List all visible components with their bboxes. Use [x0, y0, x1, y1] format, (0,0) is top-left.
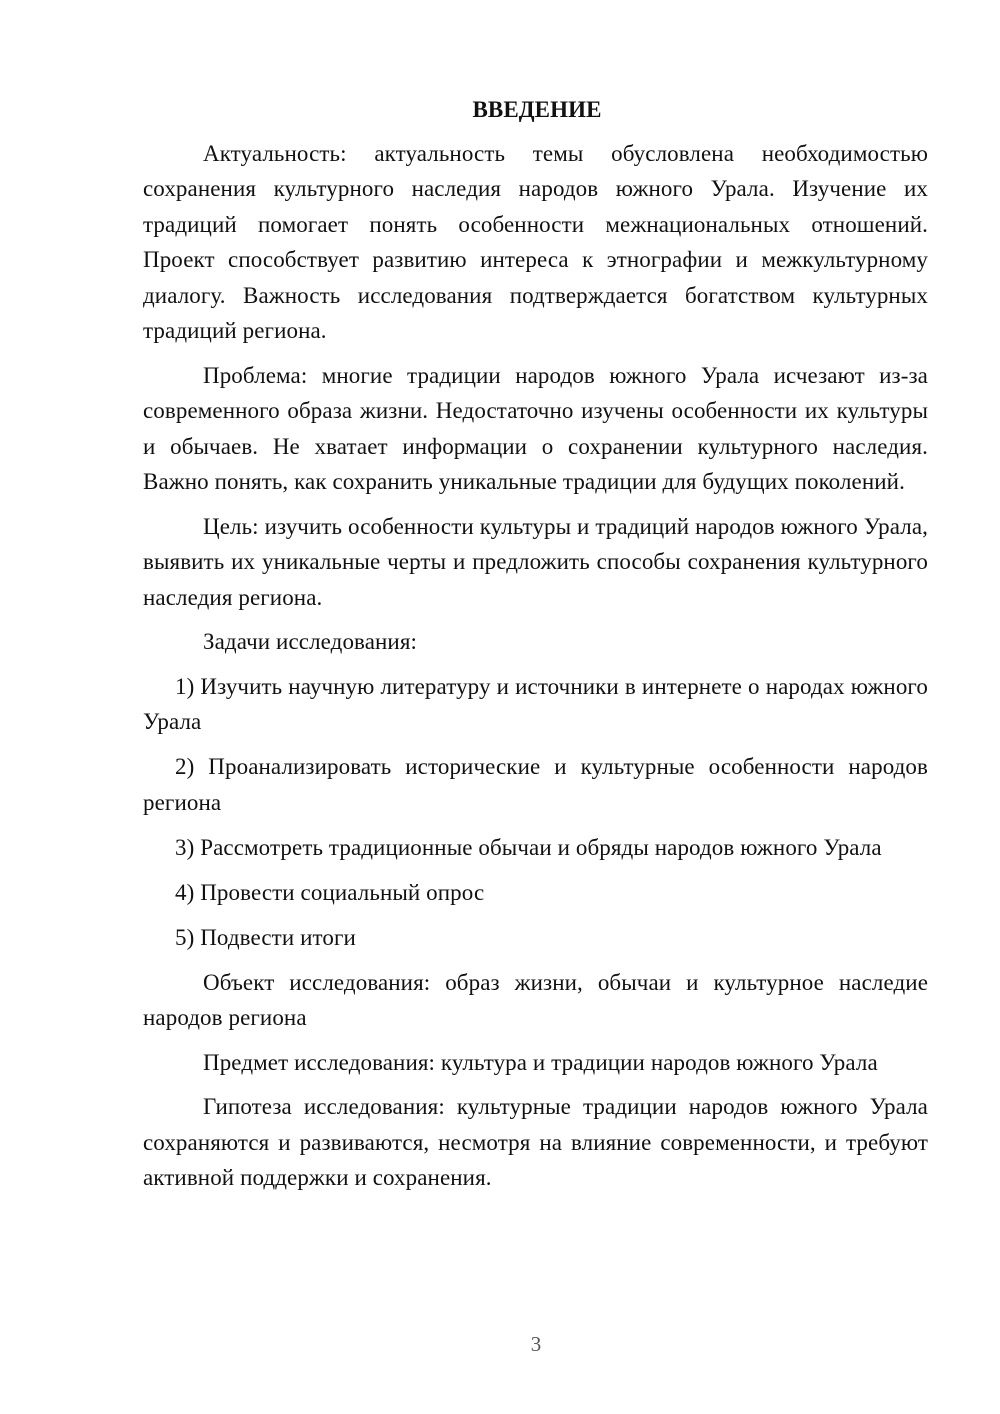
goal-paragraph: Цель: изучить особенности культуры и традиций народов южного Урала, выявить их уникальные черты и предложить способы сохранения культурного наследия региона.	[143, 513, 928, 610]
object-paragraph: Объект исследования: образ жизни, обычаи и культурное наследие народов региона	[143, 969, 928, 1030]
task-item: 5) Подвести итоги	[175, 924, 356, 950]
subject-paragraph: Предмет исследования: культура и традиции народов южного Урала	[203, 1049, 878, 1075]
task-item: 3) Рассмотреть традиционные обычаи и обряды народов южного Урала	[175, 834, 882, 860]
page-number: 3	[530, 1332, 542, 1356]
document-page	[143, 92, 928, 1205]
problem-paragraph: Проблема: многие традиции народов южного Урала исчезают из-за современного образа жизни. Недостаточно изучены особенности их культуры и обычаев. Не хватает информации о сохранении культурного наследия. Важно понять, как сохранить уникальные традиции для будущих поколений.	[143, 362, 928, 494]
tasks-title: Задачи исследования:	[203, 629, 418, 654]
task-item: 2) Проанализировать исторические и культурные особенности народов региона	[143, 754, 928, 815]
tasks-list	[143, 669, 928, 956]
task-item: 4) Провести социальный опрос	[175, 879, 485, 905]
relevance-paragraph: Актуальность: актуальность темы обусловлена необходимостью сохранения культурного наследия народов южного Урала. Изучение их традиций помогает понять особенности межнациональных отношений. Проект способствует развитию интереса к этнографии и межкультурному диалогу. Важность исследования подтверждается богатством культурных традиций региона.	[143, 140, 928, 343]
task-item: 1) Изучить научную литературу и источники в интернете о народах южного Урала	[143, 673, 928, 734]
hypothesis-paragraph: Гипотеза исследования: культурные традиции народов южного Урала сохраняются и развиваются, несмотря на влияние современности, и требуют активной поддержки и сохранения.	[143, 1094, 928, 1190]
document-heading: ВВЕДЕНИЕ	[472, 97, 602, 122]
